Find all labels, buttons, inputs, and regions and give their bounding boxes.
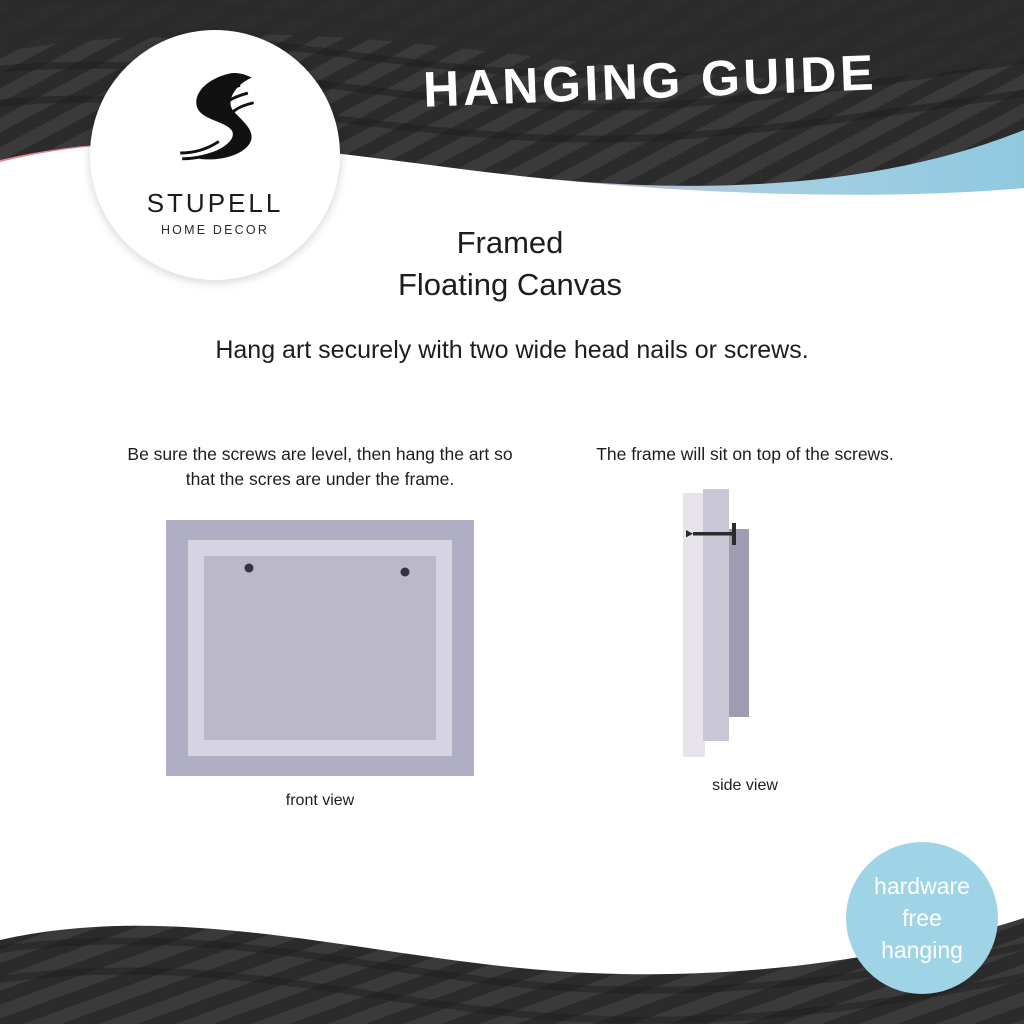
front-view-panel (120, 442, 520, 810)
framed-canvas-front-diagram (166, 520, 474, 776)
brand-tagline: HOME DECOR (160, 223, 270, 237)
side-view-panel (590, 442, 900, 795)
main-instruction: Hang art securely with two wide head nails or screws. (215, 336, 809, 364)
brand-name: STUPELL (146, 188, 284, 218)
canvas-edge (729, 529, 749, 717)
badge-line-3: hanging (881, 937, 963, 963)
product-name-line-1: Framed (456, 225, 564, 260)
framed-canvas-side-diagram (675, 489, 815, 761)
badge-line-2: free (902, 905, 942, 931)
front-view-caption: Be sure the screws are level, then hang the art so that the scres are under the frame. (127, 444, 513, 489)
stupell-swoosh-logo-icon (157, 66, 273, 182)
badge-line-1: hardware (874, 873, 970, 899)
front-view-label: front view (285, 792, 355, 809)
page-title: HANGING GUIDE (422, 44, 878, 118)
frame-edge (703, 489, 729, 741)
screw-point-left (245, 564, 254, 573)
product-name-line-2: Floating Canvas (397, 267, 622, 302)
screw-point-right (401, 568, 410, 577)
brand-logo-badge (90, 30, 340, 280)
product-name (300, 222, 720, 306)
side-view-label: side view (712, 777, 778, 794)
side-view-caption: The frame will sit on top of the screws. (596, 444, 894, 464)
hardware-free-badge (846, 842, 998, 994)
